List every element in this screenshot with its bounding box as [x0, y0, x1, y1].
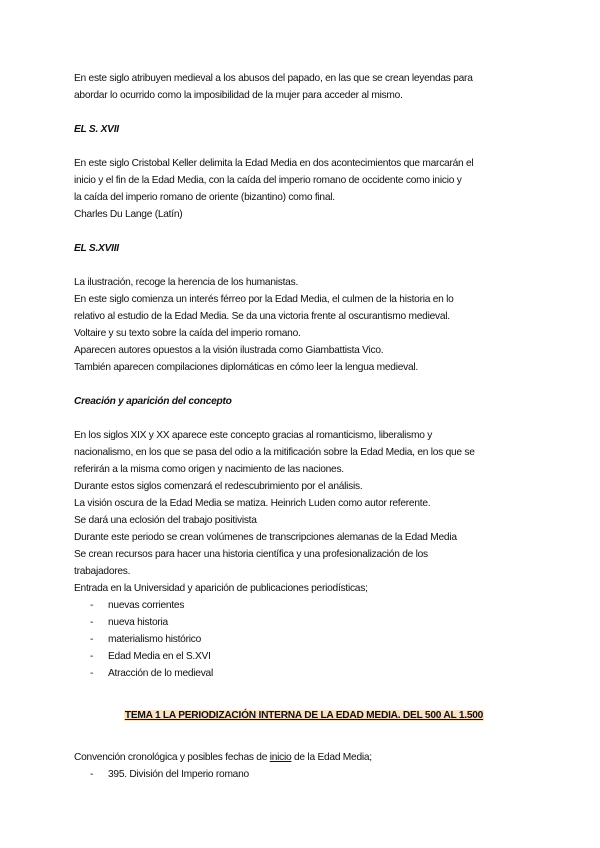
text-line: la caída del imperio romano de oriente (bizantino) como final.	[74, 192, 335, 203]
bullet-dash: -	[90, 634, 94, 645]
list-item-text: materialismo histórico	[108, 634, 202, 645]
list-item-text: Atracción de lo medieval	[108, 668, 213, 679]
text-line: La visión oscura de la Edad Media se matiza. Heinrich Luden como autor referente.	[74, 498, 431, 509]
bullet-dash: -	[90, 651, 94, 662]
text-line: abordar lo ocurrido como la imposibilidad de la mujer para acceder al mismo.	[74, 90, 403, 101]
tema-bullet-list	[74, 766, 534, 783]
section-heading-s17: EL S. XVII	[74, 124, 119, 135]
text-line: trabajadores.	[74, 566, 131, 577]
tema-intro-underlined: inicio	[269, 752, 292, 763]
list-item	[74, 631, 534, 648]
bullet-dash: -	[90, 769, 94, 780]
text-line: Charles Du Lange (Latín)	[74, 209, 183, 220]
list-item-text: nuevas corrientes	[108, 600, 185, 611]
text-line: En este siglo atribuyen medieval a los abusos del papado, en las que se crean leyendas para	[74, 73, 473, 84]
text-line: En los siglos XIX y XX aparece este concepto gracias al romanticismo, liberalismo y	[74, 430, 433, 441]
text-line: Durante estos siglos comenzará el redescubrimiento por el análisis.	[74, 481, 363, 492]
topic-title-text: TEMA 1 LA PERIODIZACIÓN INTERNA DE LA EDAD MEDIA. DEL 500 AL 1.500	[124, 710, 484, 721]
text-line: Se dará una eclosión del trabajo positivista	[74, 515, 257, 526]
bullet-dash: -	[90, 600, 94, 611]
text-line: Voltaire y su texto sobre la caída del imperio romano.	[74, 328, 301, 339]
tema-intro-line	[74, 749, 534, 766]
tema-intro-after: de la Edad Media;	[291, 752, 372, 763]
text-line: nacionalismo, en los que se pasa del odio a la mitificación sobre la Edad Media, en los que se	[74, 447, 475, 458]
text-line: La ilustración, recoge la herencia de los humanistas.	[74, 277, 299, 288]
intro-paragraph	[74, 70, 534, 104]
document-body	[74, 70, 534, 783]
topic-title	[74, 707, 534, 724]
list-item	[74, 648, 534, 665]
text-line: En este siglo comienza un interés férreo por la Edad Media, el culmen de la historia en lo	[74, 294, 454, 305]
list-item	[74, 614, 534, 631]
s18-paragraph	[74, 274, 534, 376]
list-item-text: Edad Media en el S.XVI	[108, 651, 211, 662]
tema-intro-before: Convención cronológica y posibles fechas de	[74, 752, 270, 763]
list-item	[74, 766, 534, 783]
list-item-text: nueva historia	[108, 617, 168, 628]
list-item	[74, 597, 534, 614]
list-item-text: 395. División del Imperio romano	[108, 769, 249, 780]
text-line: inicio y el fin de la Edad Media, con la caída del imperio romano de occidente como inicio y	[74, 175, 462, 186]
text-line: En este siglo Cristobal Keller delimita la Edad Media en dos acontecimientos que marcarán el	[74, 158, 474, 169]
text-line: Aparecen autores opuestos a la visión ilustrada como Giambattista Vico.	[74, 345, 384, 356]
text-line: relativo al estudio de la Edad Media. Se da una victoria frente al oscurantismo medieval.	[74, 311, 450, 322]
section-heading-s18: EL S.XVIII	[74, 243, 119, 254]
list-item	[74, 665, 534, 682]
s17-paragraph	[74, 155, 534, 223]
text-line: Durante este periodo se crean volúmenes de transcripciones alemanas de la Edad Media	[74, 532, 457, 543]
bullet-dash: -	[90, 668, 94, 679]
bullet-dash: -	[90, 617, 94, 628]
concept-bullet-list	[74, 597, 534, 682]
text-line: Entrada en la Universidad y aparición de publicaciones periodísticas;	[74, 583, 368, 594]
section-heading-concept: Creación y aparición del concepto	[74, 396, 232, 407]
text-line: referirán a la misma como origen y nacimiento de las naciones.	[74, 464, 344, 475]
concept-paragraph	[74, 427, 534, 597]
text-line: También aparecen compilaciones diplomáticas en cómo leer la lengua medieval.	[74, 362, 418, 373]
text-line: Se crean recursos para hacer una historia científica y una profesionalización de los	[74, 549, 428, 560]
